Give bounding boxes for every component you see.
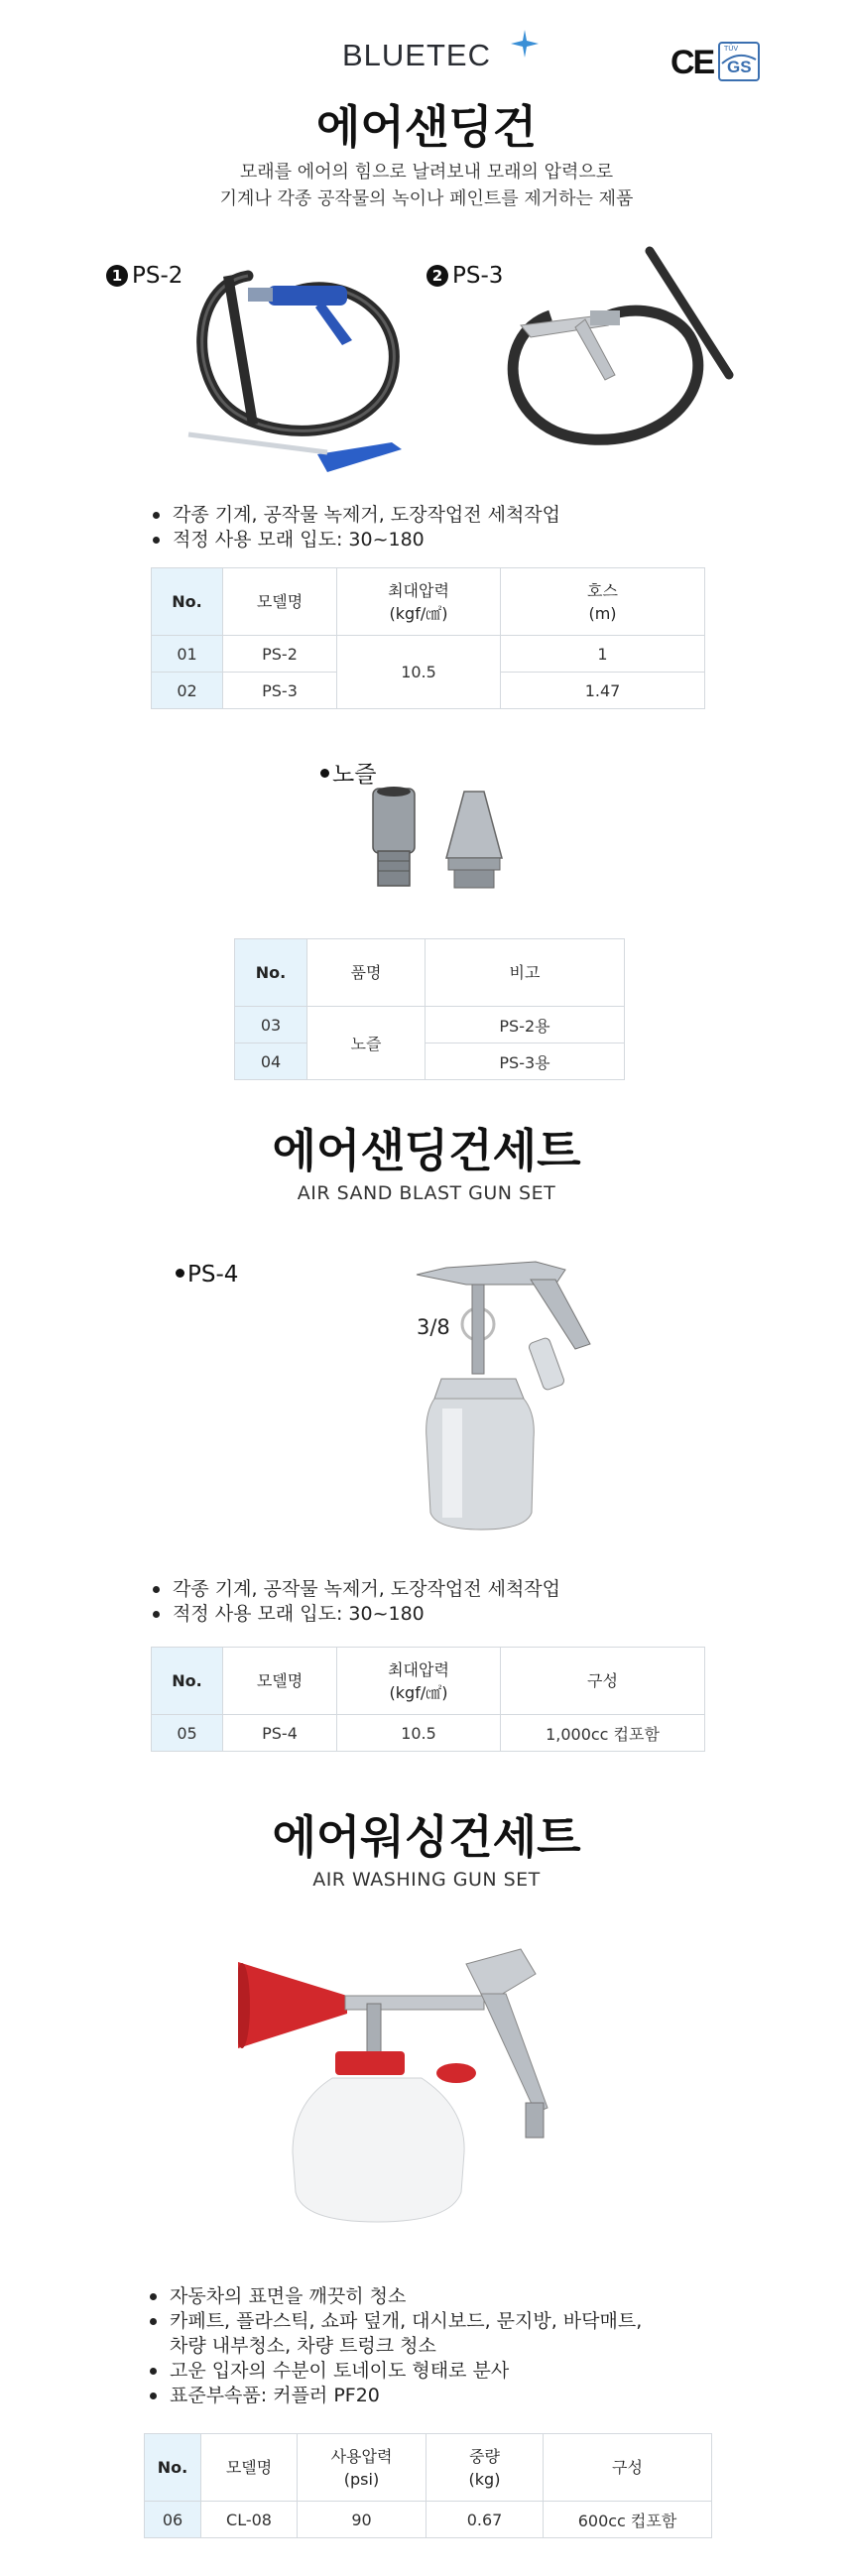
column-header [337, 1648, 501, 1715]
table-header-row [152, 568, 705, 636]
cell-no: 05 [152, 1715, 223, 1752]
column-header [501, 568, 705, 636]
fitting-size-label: 3/8 [417, 1315, 450, 1339]
table-header-row [145, 2434, 712, 2502]
feature-list-sand-blast-set [149, 1577, 744, 1627]
cell-pressure: 10.5 [337, 636, 501, 709]
brand-name: BLUETEC [342, 38, 491, 72]
product-name: PS-3 [452, 263, 504, 289]
number-badge: 2 [426, 265, 448, 287]
section-subtitle: AIR WASHING GUN SET [312, 1869, 541, 1891]
gs-certification-icon [718, 42, 760, 81]
tuv-label: TÜV [724, 45, 739, 53]
description-line-2: 기계나 각종 공작물의 녹이나 페인트를 제거하는 제품 [219, 188, 634, 209]
column-header: 구성 [544, 2434, 712, 2502]
list-item-text: 카페트, 플라스틱, 쇼파 덮개, 대시보드, 문지방, 바닥매트, [170, 2310, 643, 2332]
cell-note: PS-3용 [426, 1043, 625, 1080]
cl08-washing-gun-image [238, 1934, 575, 2232]
product-label-ps4: PS-4 [176, 1262, 238, 1288]
column-header [298, 2434, 426, 2502]
product-name: PS-2 [132, 263, 183, 289]
column-header: No. [152, 568, 223, 636]
nozzle-label: 노즐 [320, 756, 376, 789]
description-line-1: 모래를 에어의 힘으로 날려보내 모래의 압력으로 [239, 162, 614, 183]
spec-table-nozzle [234, 938, 625, 1080]
cell-hose: 1 [501, 636, 705, 673]
product-label-ps2 [106, 263, 183, 289]
section-title-air-washing-set: 에어워싱건세트 [272, 1810, 581, 1864]
header-pressure: 최대압력 (kgf/㎠) [388, 1659, 449, 1702]
cell-model: PS-4 [223, 1715, 337, 1752]
column-header: 구성 [501, 1648, 705, 1715]
cell-hose: 1.47 [501, 673, 705, 709]
spec-table-washing-set [144, 2433, 712, 2538]
cell-weight: 0.67 [426, 2502, 544, 2538]
cell-name: 노즐 [307, 1007, 426, 1080]
cell-no: 06 [145, 2502, 201, 2538]
cell-no: 02 [152, 673, 223, 709]
section-description [0, 159, 853, 212]
table-row [152, 636, 705, 673]
cell-no: 04 [235, 1043, 307, 1080]
header-hose: 호스 (m) [587, 580, 618, 623]
ps4-gun-with-cup-image [407, 1250, 605, 1547]
gs-label: GS [727, 58, 752, 76]
number-badge: 1 [106, 265, 128, 287]
cell-note: PS-2용 [426, 1007, 625, 1043]
list-item: 고운 입자의 수분이 토네이도 형태로 분사 [146, 2359, 761, 2384]
header-pressure: 최대압력 (kgf/㎠) [388, 580, 449, 623]
cell-model: CL-08 [201, 2502, 298, 2538]
brand-logo [342, 30, 541, 79]
column-header: No. [235, 939, 307, 1007]
column-header [337, 568, 501, 636]
header-pressure: 사용압력 (psi) [330, 2446, 393, 2489]
cell-composition: 1,000cc 컵포함 [501, 1715, 705, 1752]
cell-model: PS-2 [223, 636, 337, 673]
spec-table-sand-blast-set [151, 1647, 705, 1752]
section-title-sand-blast-set: 에어샌딩건세트 [272, 1124, 581, 1177]
header-weight: 중량 (kg) [468, 2446, 501, 2489]
column-header: 비고 [426, 939, 625, 1007]
list-item: 적정 사용 모래 입도: 30~180 [149, 1602, 744, 1627]
list-item: 표준부속품: 커플러 PF20 [146, 2384, 761, 2408]
cell-composition: 600cc 컵포함 [544, 2502, 712, 2538]
column-header [426, 2434, 544, 2502]
column-header: No. [152, 1648, 223, 1715]
column-header: 품명 [307, 939, 426, 1007]
table-header-row [152, 1648, 705, 1715]
list-item-continuation: 차량 내부청소, 차량 트렁크 청소 [170, 2335, 436, 2357]
cell-pressure: 10.5 [337, 1715, 501, 1752]
cell-model: PS-3 [223, 673, 337, 709]
list-item: 적정 사용 모래 입도: 30~180 [149, 528, 744, 552]
list-item: 각종 기계, 공작물 녹제거, 도장작업전 세척작업 [149, 1577, 744, 1602]
feature-list-sanding-gun [149, 503, 744, 552]
feature-list-washing-set [146, 2284, 761, 2408]
column-header: No. [145, 2434, 201, 2502]
table-row [145, 2502, 712, 2538]
column-header: 모델명 [201, 2434, 298, 2502]
list-item: 자동차의 표면을 깨끗히 청소 [146, 2284, 761, 2309]
cell-no: 01 [152, 636, 223, 673]
cell-pressure: 90 [298, 2502, 426, 2538]
section-subtitle: AIR SAND BLAST GUN SET [297, 1182, 556, 1204]
spec-table-sanding-gun [151, 567, 705, 709]
ps2-sand-gun-image [179, 246, 417, 474]
table-header-row [235, 939, 625, 1007]
ce-mark: CE [670, 44, 714, 81]
cell-no: 03 [235, 1007, 307, 1043]
star-icon [511, 30, 539, 58]
table-row [235, 1007, 625, 1043]
column-header: 모델명 [223, 1648, 337, 1715]
list-item: 각종 기계, 공작물 녹제거, 도장작업전 세척작업 [149, 503, 744, 528]
section-title-air-sanding-gun: 에어샌딩건 [315, 100, 538, 154]
table-row [152, 1715, 705, 1752]
column-header: 모델명 [223, 568, 337, 636]
table-row [235, 1043, 625, 1080]
list-item [146, 2309, 761, 2359]
nozzle-parts-image [365, 784, 524, 898]
